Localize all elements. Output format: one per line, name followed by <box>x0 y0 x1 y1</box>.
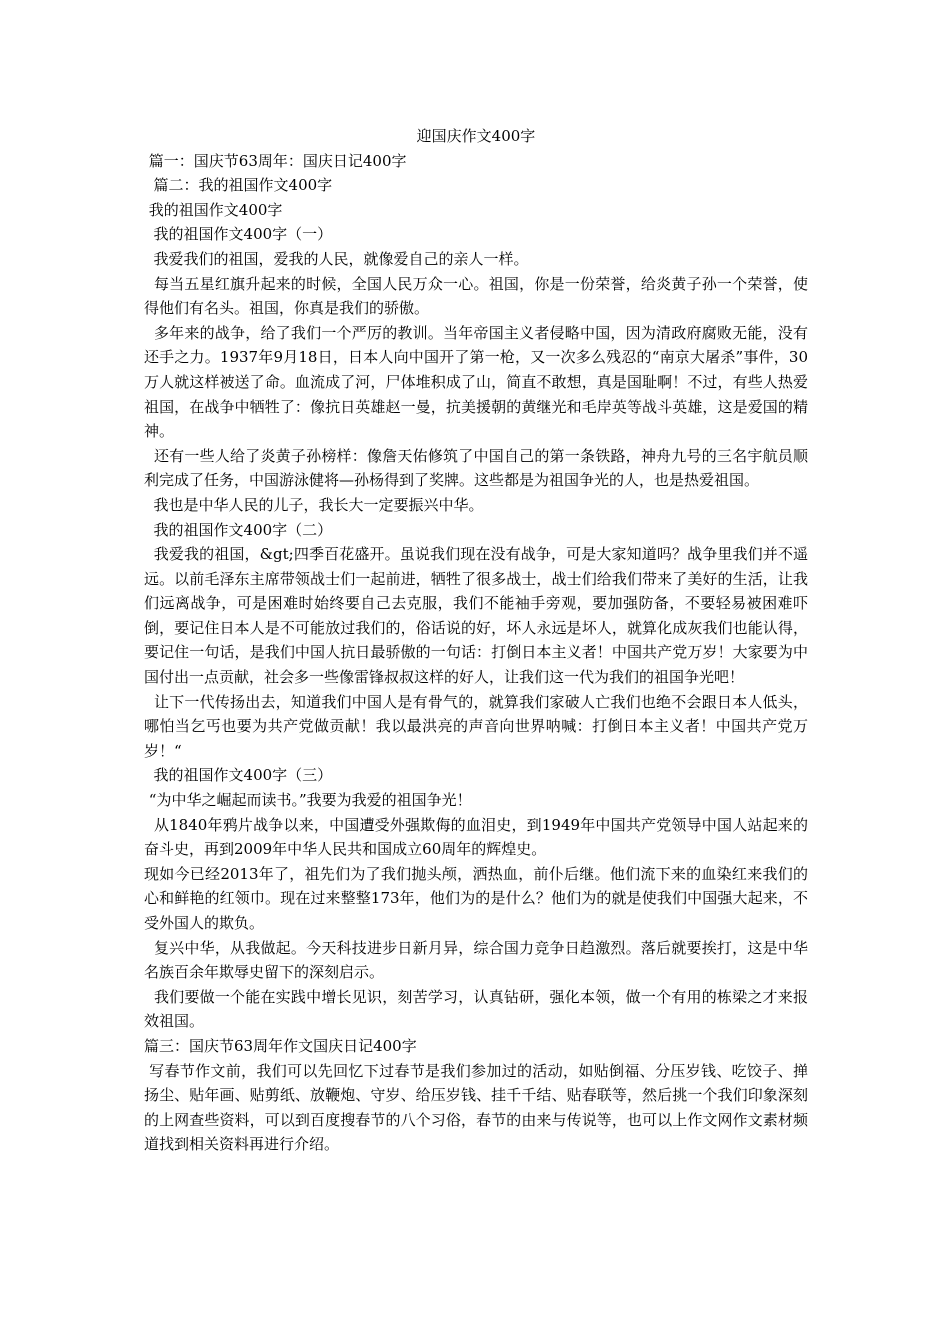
paragraph: 篇二：我的祖国作文400字 <box>144 176 333 195</box>
paragraph: 我的祖国作文400字（三） <box>144 766 333 785</box>
document-page <box>144 124 808 1157</box>
document-title: 迎国庆作文400字 <box>416 127 536 145</box>
paragraph: 篇一：国庆节63周年：国庆日记400字 <box>144 151 407 170</box>
paragraph: 篇三：国庆节63周年作文国庆日记400字 <box>144 1036 417 1055</box>
paragraph: 我的祖国作文400字（一） <box>144 225 333 244</box>
paragraph: 现如今已经2013年了，祖先们为了我们抛头颅，洒热血，前仆后继。他们流下来的血染红来我们的心和鲜艳的红领巾。现在过来整整173年，他们为的是什么？他们为的就是使我们中国强大起来，不受外国人的欺负。 <box>144 864 808 932</box>
paragraph: 我也是中华人民的儿子，我长大一定要振兴中华。 <box>144 495 484 514</box>
paragraph: 我的祖国作文400字 <box>144 200 283 219</box>
paragraph: 复兴中华，从我做起。今天科技进步日新月异，综合国力竞争日趋激烈。落后就要挨打，这是中华名族百余年欺辱史留下的深刻启示。 <box>144 938 808 982</box>
paragraph: 从1840年鸦片战争以来，中国遭受外强欺侮的血泪史，到1949年中国共产党领导中国人站起来的奋斗史，再到2009年中华人民共和国成立60周年的辉煌史。 <box>144 815 808 859</box>
paragraph: 我的祖国作文400字（二） <box>144 520 333 539</box>
paragraph: “为中华之崛起而读书。”我要为我爱的祖国争光！ <box>144 791 472 810</box>
paragraph: 我爱我的祖国，&gt;四季百花盛开。虽说我们现在没有战争，可是大家知道吗？战争里我们并不遥远。以前毛泽东主席带领战士们一起前进，牺牲了很多战士，战士们给我们带来了美好的生活，让我们远离战争，可是困难时始终要自己去克服，我们不能袖手旁观，要加强防备，不要轻易被困难吓倒，要记住日本人是不可能放过我们的，俗话说的好，坏人永远是坏人，就算化成灰我们也能认得，要记住一句话，是我们中国人抗日最骄傲的一句话：打倒日本主义者！中国共产党万岁！大家要为中国付出一点贡献，社会多一些像雷锋叔叔这样的好人，让我们这一代为我们的祖国争光吧！ <box>144 545 808 687</box>
paragraph: 让下一代传扬出去，知道我们中国人是有骨气的，就算我们家破人亡我们也绝不会跟日本人低头，哪怕当乞丐也要为共产党做贡献！我以最洪亮的声音向世界呐喊：打倒日本主义者！中国共产党万岁！“ <box>144 692 808 760</box>
paragraph: 多年来的战争，给了我们一个严厉的教训。当年帝国主义者侵略中国，因为清政府腐败无能，没有还手之力。1937年9月18日，日本人向中国开了第一枪，又一次多么残忍的“南京大屠杀”事件，30万人就这样被送了命。血流成了河，尸体堆积成了山，简直不敢想，真是国耻啊！不过，有些人热爱祖国，在战争中牺牲了：像抗日英雄赵一曼，抗美援朝的黄继光和毛岸英等战斗英雄，这是爱国的精神。 <box>144 323 808 441</box>
paragraph: 我爱我们的祖国，爱我的人民，就像爱自己的亲人一样。 <box>144 249 529 268</box>
paragraph: 写春节作文前，我们可以先回忆下过春节是我们参加过的活动，如贴倒福、分压岁钱、吃饺子、掸扬尘、贴年画、贴剪纸、放鞭炮、守岁、给压岁钱、挂千千结、贴春联等，然后挑一个我们印象深刻的上网查些资料，可以到百度搜春节的八个习俗，春节的由来与传说等，也可以上作文网作文素材频道找到相关资料再进行介绍。 <box>144 1061 808 1154</box>
paragraph: 我们要做一个能在实践中增长见识，刻苦学习，认真钻研，强化本领，做一个有用的栋梁之才来报效祖国。 <box>144 987 808 1031</box>
paragraph: 每当五星红旗升起来的时候，全国人民万众一心。祖国，你是一份荣誉，给炎黄子孙一个荣誉，使得他们有名头。祖国，你真是我们的骄傲。 <box>144 274 808 318</box>
paragraph: 还有一些人给了炎黄子孙榜样：像詹天佑修筑了中国自己的第一条铁路，神舟九号的三名宇航员顺利完成了任务，中国游泳健将—孙杨得到了奖牌。这些都是为祖国争光的人，也是热爱祖国。 <box>144 446 808 490</box>
